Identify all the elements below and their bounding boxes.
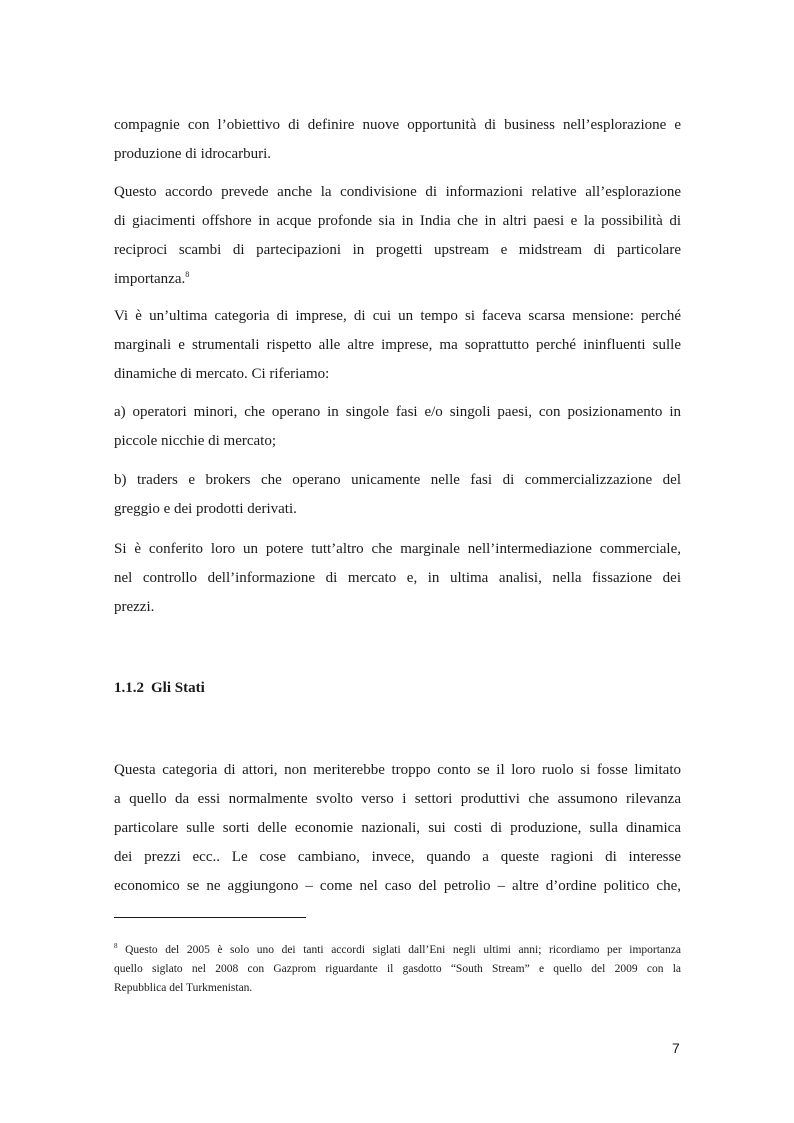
text-segment: importanza. bbox=[114, 271, 186, 287]
text-line: particolare sulle sorti delle economie nazionali, sui costi di produzione, sulla dinamica bbox=[114, 820, 681, 836]
text-line: Questa categoria di attori, non meriterebbe troppo conto se il loro ruolo si fosse limitato bbox=[114, 762, 681, 778]
text-line: prezzi. bbox=[114, 599, 155, 615]
section-paragraph bbox=[114, 756, 681, 901]
text-line: piccole nicchie di mercato; bbox=[114, 433, 277, 449]
section-heading bbox=[114, 680, 205, 697]
text-line: economico se ne aggiungono – come nel caso del petrolio – altre d’ordine politico che, bbox=[114, 878, 681, 894]
section-title: Gli Stati bbox=[151, 680, 205, 696]
text-line: b) traders e brokers che operano unicamente nelle fasi di commercializzazione del bbox=[114, 472, 681, 488]
footnote-line bbox=[114, 941, 681, 960]
text-line: Questo accordo prevede anche la condivisione di informazioni relative all’esplorazione bbox=[114, 184, 681, 200]
text-line: marginali e strumentali rispetto alle altre imprese, ma soprattutto perché ininfluenti sulle bbox=[114, 337, 681, 353]
footnote-line: quello siglato nel 2008 con Gazprom riguardante il gasdotto “South Stream” e quello del 2009 con la bbox=[114, 963, 681, 975]
text-line: di giacimenti offshore in acque profonde sia in India che in altri paesi e la possibilità di bbox=[114, 213, 681, 229]
footnote bbox=[114, 941, 681, 998]
footnote-marker: 8 bbox=[114, 942, 118, 950]
text-line: a quello da essi normalmente svolto verso i settori produttivi che assumono rilevanza bbox=[114, 791, 681, 807]
text-segment: Questo del 2005 è solo uno dei tanti accordi siglati dall’Eni negli ultimi anni; ricordiamo per importanza bbox=[125, 944, 681, 956]
paragraph-3 bbox=[114, 302, 681, 389]
section-number: 1.1.2 bbox=[114, 680, 144, 696]
paragraph-5 bbox=[114, 466, 681, 524]
text-line: nel controllo dell’informazione di mercato e, in ultima analisi, nella fissazione dei bbox=[114, 570, 681, 586]
paragraph-2 bbox=[114, 178, 681, 294]
text-line: a) operatori minori, che operano in singole fasi e/o singoli paesi, con posizionamento in bbox=[114, 404, 681, 420]
footnote-separator bbox=[114, 917, 306, 918]
page-number: 7 bbox=[672, 1040, 680, 1056]
footnote-reference[interactable]: 8 bbox=[185, 270, 190, 279]
paragraph-1 bbox=[114, 111, 681, 169]
paragraph-4 bbox=[114, 398, 681, 456]
text-line: reciproci scambi di partecipazioni in progetti upstream e midstream di particolare bbox=[114, 242, 681, 258]
text-line: greggio e dei prodotti derivati. bbox=[114, 501, 297, 517]
footnote-line: Repubblica del Turkmenistan. bbox=[114, 982, 253, 994]
text-line: produzione di idrocarburi. bbox=[114, 146, 272, 162]
text-line: Si è conferito loro un potere tutt’altro che marginale nell’intermediazione commerciale, bbox=[114, 541, 681, 557]
text-line: dinamiche di mercato. Ci riferiamo: bbox=[114, 366, 330, 382]
text-line bbox=[114, 265, 681, 294]
text-line: dei prezzi ecc.. Le cose cambiano, invece, quando a queste ragioni di interesse bbox=[114, 849, 681, 865]
text-line: Vi è un’ultima categoria di imprese, di cui un tempo si faceva scarsa mensione: perché bbox=[114, 308, 681, 324]
text-line: compagnie con l’obiettivo di definire nuove opportunità di business nell’esplorazione e bbox=[114, 117, 681, 133]
paragraph-6 bbox=[114, 535, 681, 622]
